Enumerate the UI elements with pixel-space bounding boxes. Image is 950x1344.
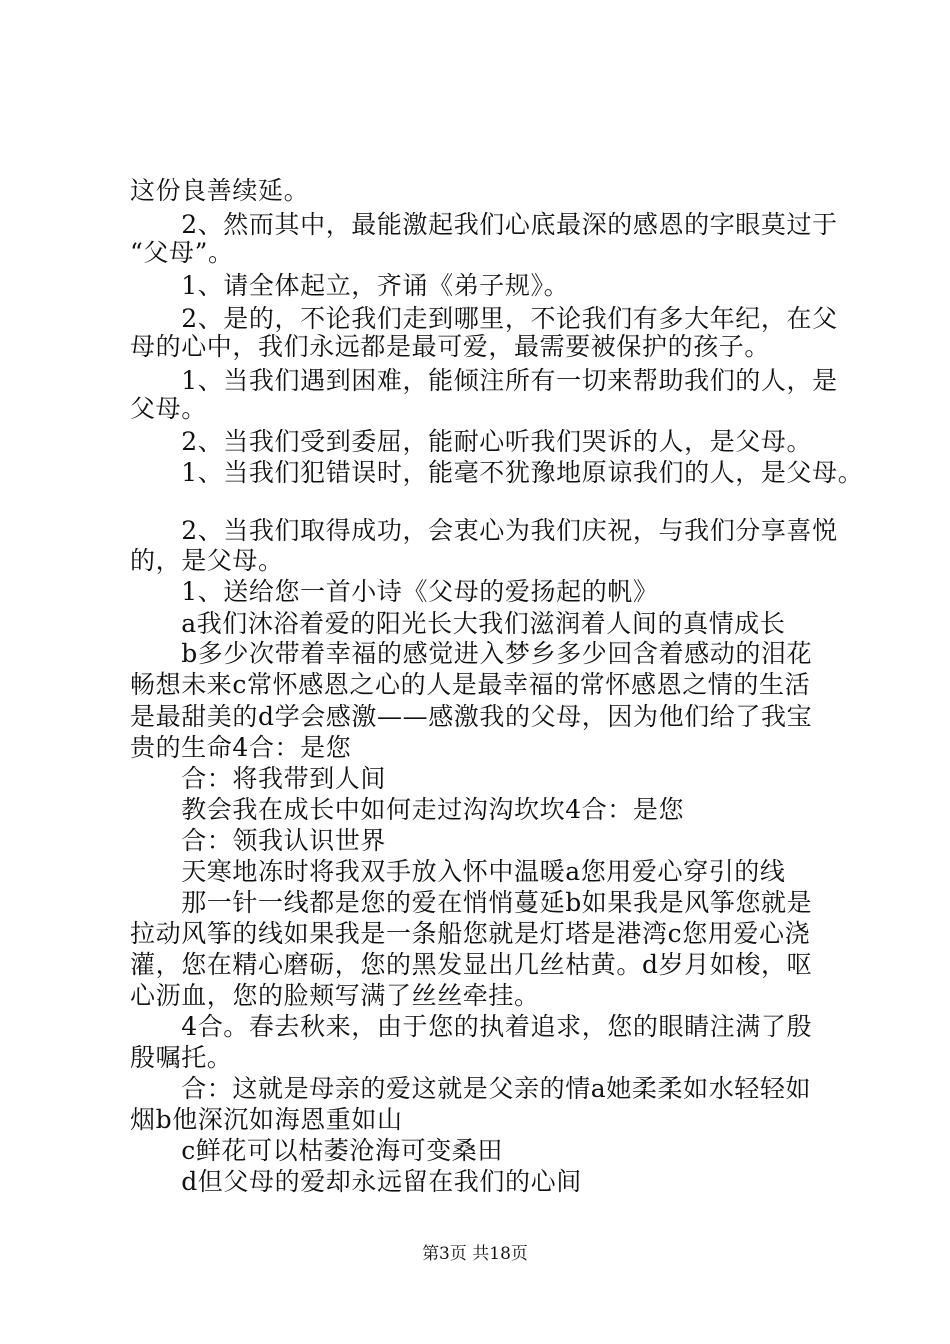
text-line: 2、当我们受到委屈，能耐心听我们哭诉的人，是父母。 — [130, 427, 813, 456]
text-line: 拉动风筝的线如果我是一条船您就是灯塔是港湾c您用爱心浇 — [130, 919, 811, 948]
text-line: 殷嘱托。 — [130, 1043, 233, 1072]
text-line: 2、然而其中，最能激起我们心底最深的感恩的字眼莫过于 — [130, 210, 838, 239]
text-line: 是最甜美的d学会感激——感激我的父母，因为他们给了我宝 — [130, 702, 813, 731]
text-line: 那一针一线都是您的爱在悄悄蔓延b如果我是风筝您就是 — [130, 888, 813, 917]
text-line: 畅想未来c常怀感恩之心的人是最幸福的常怀感恩之情的生活 — [130, 670, 811, 699]
text-line: 父母。 — [130, 394, 207, 423]
text-line: 天寒地冻时将我双手放入怀中温暖a您用爱心穿引的线 — [130, 857, 786, 886]
text-line: 心沥血，您的脸颊写满了丝丝牵挂。 — [130, 981, 540, 1010]
text-line: 2、当我们取得成功，会衷心为我们庆祝，与我们分享喜悦 — [130, 516, 838, 545]
page-footer: 第3页 共18页 — [422, 1244, 528, 1264]
text-line: 合：领我认识世界 — [130, 826, 387, 855]
text-line: 1、请全体起立，齐诵《弟子规》。 — [130, 271, 570, 300]
text-line: 贵的生命4合：是您 — [130, 733, 352, 762]
text-line: 这份良善续延。 — [130, 176, 310, 205]
text-line: 2、是的，不论我们走到哪里，不论我们有多大年纪，在父 — [130, 304, 838, 333]
text-line: a我们沐浴着爱的阳光长大我们滋润着人间的真情成长 — [130, 609, 786, 638]
text-line: 4合。春去秋来，由于您的执着追求，您的眼睛注满了殷 — [130, 1012, 813, 1041]
text-line: 母的心中，我们永远都是最可爱，最需要被保护的孩子。 — [130, 332, 771, 361]
text-line: “父母”。 — [130, 238, 234, 267]
text-line: 1、当我们犯错误时，能毫不犹豫地原谅我们的人，是父母。 — [130, 458, 864, 487]
text-line: 的，是父母。 — [130, 546, 284, 575]
text-line: 灌，您在精心磨砺，您的黑发显出几丝枯黄。d岁月如梭，呕 — [130, 950, 813, 979]
text-line: b多少次带着幸福的感觉进入梦乡多少回含着感动的泪花 — [130, 639, 813, 668]
text-line: 合：这就是母亲的爱这就是父亲的情a她柔柔如水轻轻如 — [130, 1074, 812, 1103]
text-line: 烟b他深沉如海恩重如山 — [130, 1105, 403, 1134]
text-line: c鲜花可以枯萎沧海可变桑田 — [130, 1136, 504, 1165]
text-line: 1、送给您一首小诗《父母的爱扬起的帆》 — [130, 577, 659, 606]
text-line: 教会我在成长中如何走过沟沟坎坎4合：是您 — [130, 795, 685, 824]
text-line: 1、当我们遇到困难，能倾注所有一切来帮助我们的人，是 — [130, 366, 838, 395]
text-line: 合：将我带到人间 — [130, 764, 387, 793]
text-line: d但父母的爱却永远留在我们的心间 — [130, 1167, 582, 1196]
